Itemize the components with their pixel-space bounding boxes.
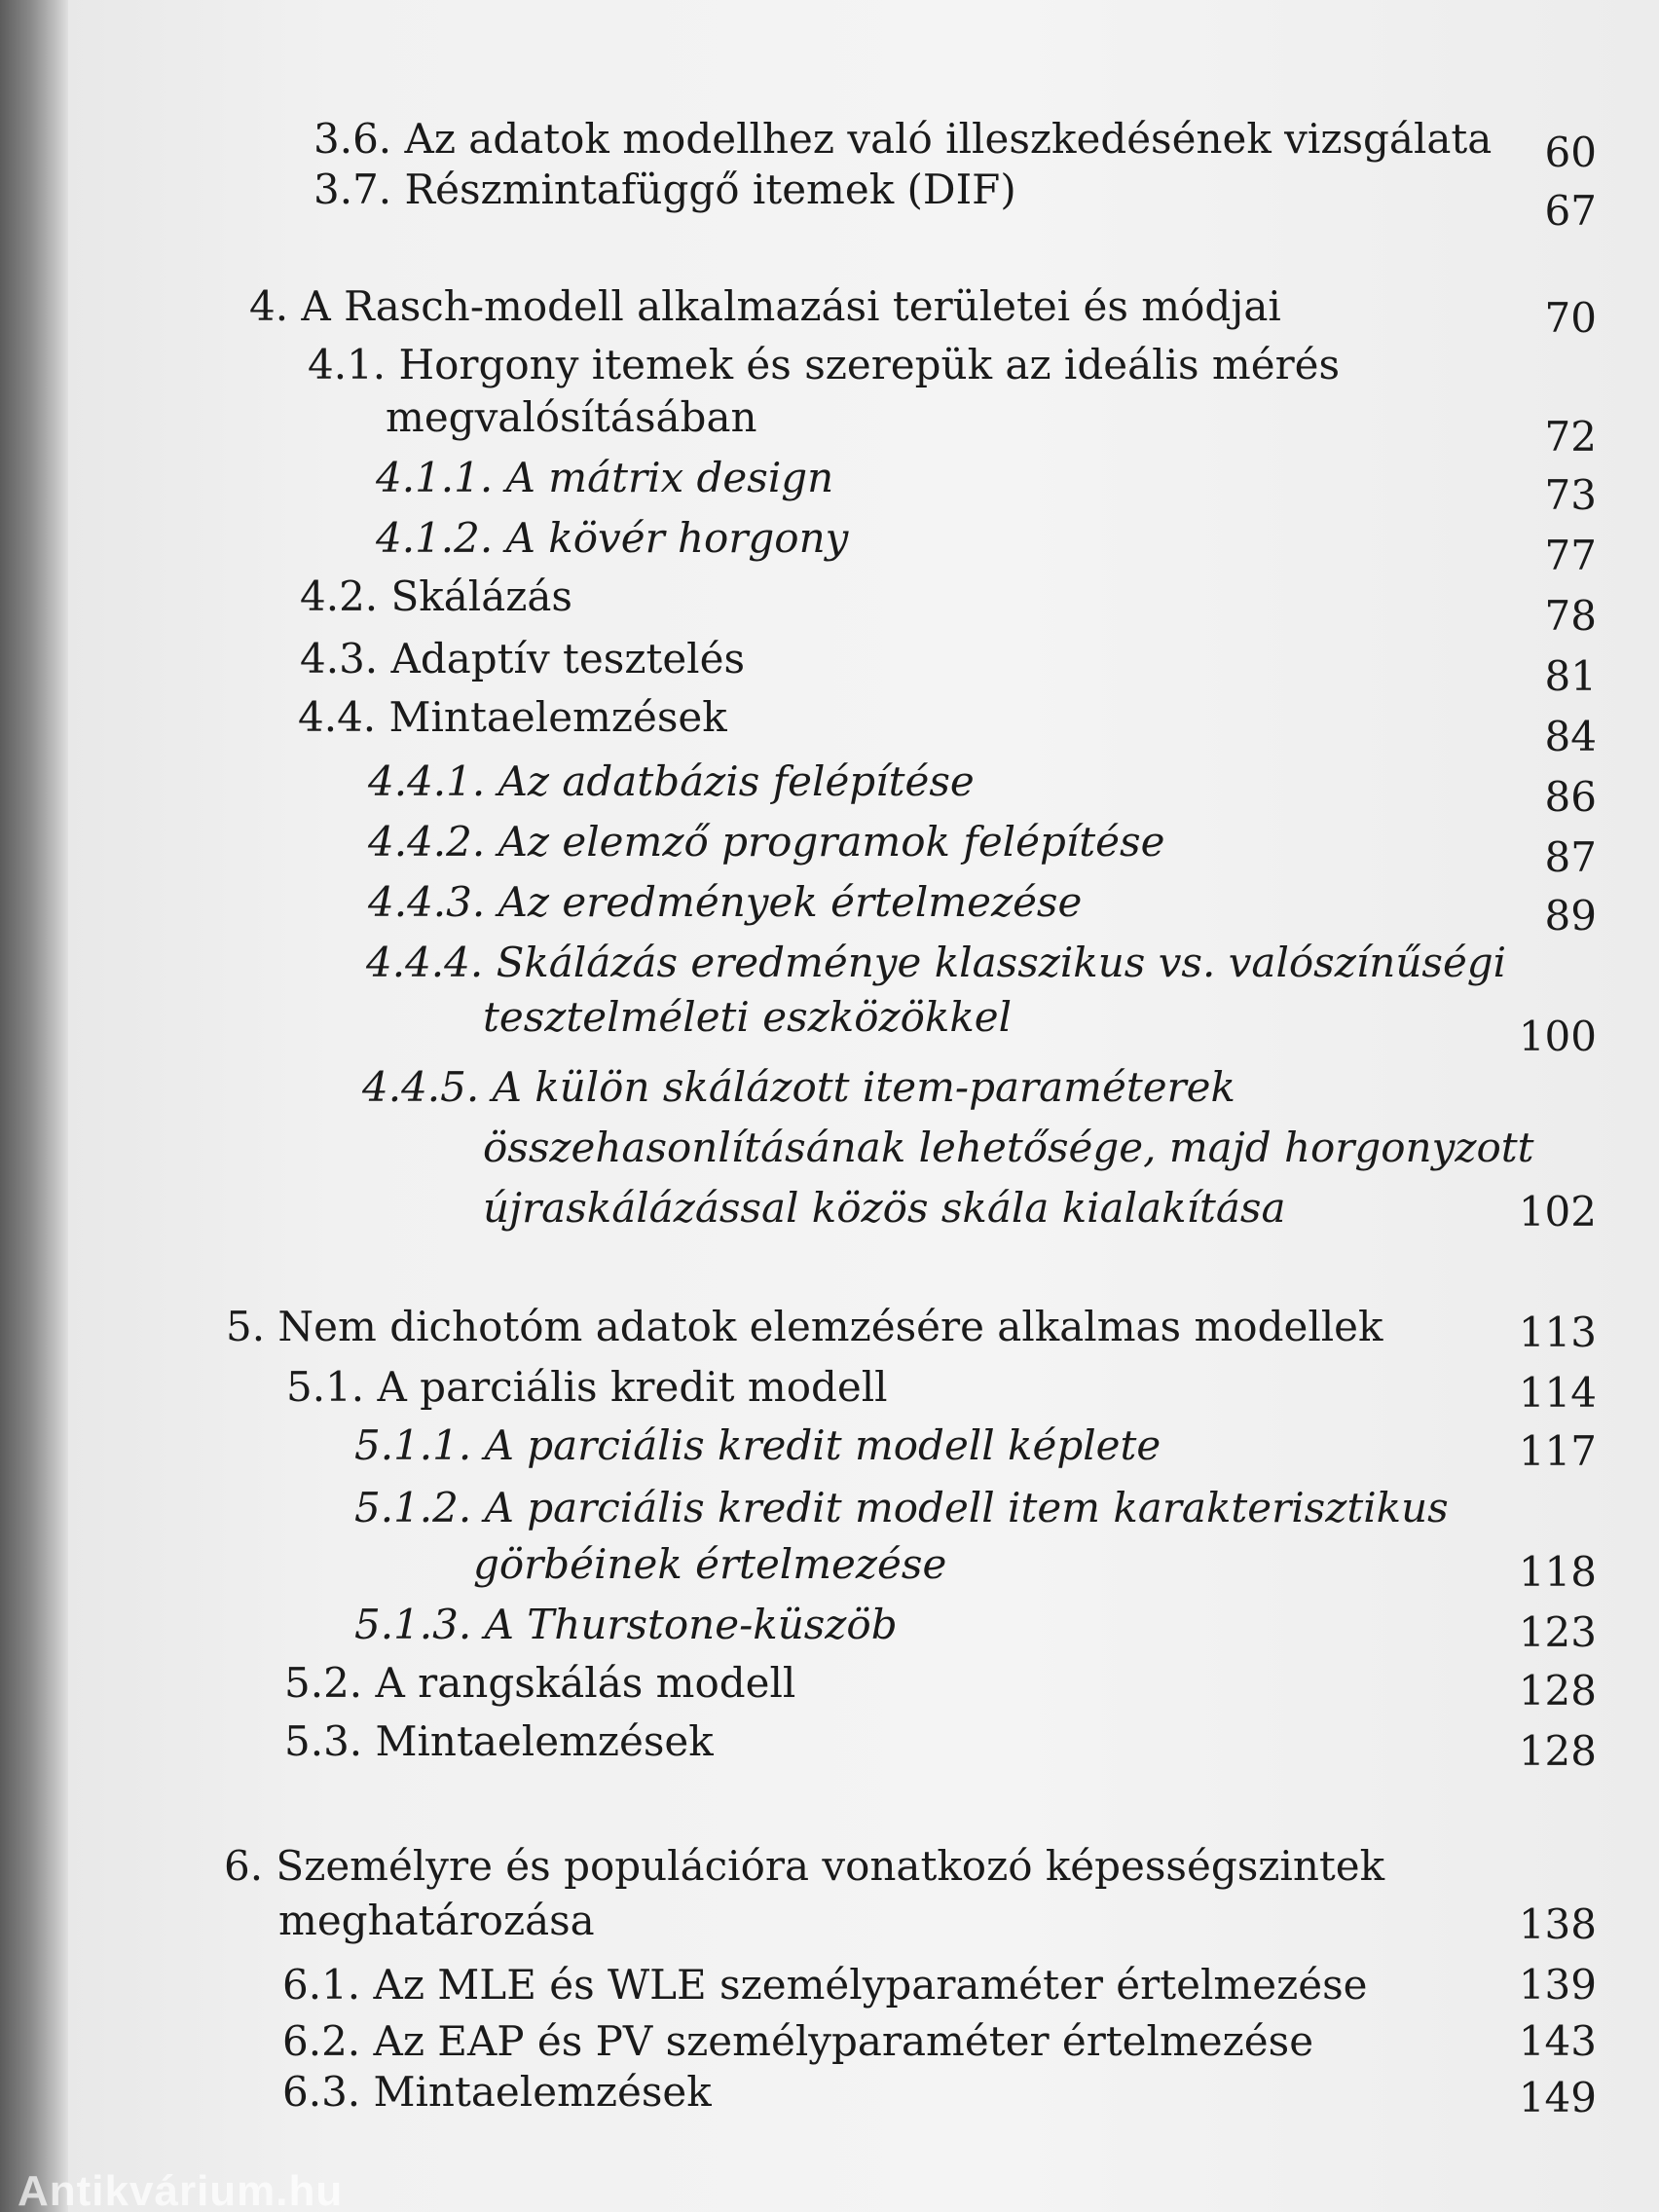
page-binding-edge — [0, 0, 68, 2212]
toc-entry-label: 4.4. Mintaelemzések — [298, 693, 727, 741]
toc-entry-page: 72 — [1544, 413, 1597, 461]
toc-entry-label: 6. Személyre és populációra vonatkozó képességszintek — [224, 1842, 1385, 1890]
toc-entry-page: 128 — [1518, 1727, 1597, 1775]
toc-entry-page: 73 — [1544, 471, 1597, 519]
toc-entry-page: 70 — [1544, 294, 1597, 342]
toc-entry-page: 67 — [1544, 187, 1597, 235]
toc-entry-label: 5.3. Mintaelemzések — [284, 1717, 714, 1765]
toc-entry-label: 5.2. A rangskálás modell — [284, 1659, 796, 1707]
toc-entry-label: 4.1.1. A mátrix design — [376, 454, 834, 501]
toc-entry-page: 138 — [1518, 1900, 1597, 1948]
toc-entry-page: 89 — [1544, 892, 1597, 940]
toc-entry-label-cont: újraskálázással közös skála kialakítása — [483, 1184, 1286, 1232]
toc-entry-page: 117 — [1518, 1427, 1597, 1475]
watermark: Antikvárium.hu — [18, 2167, 344, 2212]
toc-entry-label: 6.1. Az MLE és WLE személyparaméter értelmezése — [282, 1961, 1368, 2009]
toc-entry-label: 5.1.2. A parciális kredit modell item karakterisztikus — [354, 1484, 1449, 1531]
toc-entry-label: 4.4.2. Az elemző programok felépítése — [368, 818, 1165, 866]
toc-entry-label: 4.4.4. Skálázás eredménye klasszikus vs. valószínűségi — [366, 939, 1507, 986]
toc-entry-label: 3.7. Részmintafüggő itemek (DIF) — [313, 166, 1016, 213]
toc-entry-label: 4. A Rasch-modell alkalmazási területei és módjai — [249, 282, 1281, 330]
toc-entry-page: 123 — [1518, 1608, 1597, 1656]
toc-entry-label: 5.1. A parciális kredit modell — [286, 1363, 888, 1411]
toc-entry-page: 60 — [1544, 129, 1597, 176]
toc-entry-page: 139 — [1518, 1961, 1597, 2009]
toc-entry-label: 4.2. Skálázás — [300, 572, 572, 620]
toc-entry-label: 6.2. Az EAP és PV személyparaméter értelmezése — [282, 2017, 1314, 2065]
toc-entry-page: 77 — [1544, 532, 1597, 579]
toc-entry-page: 102 — [1518, 1188, 1597, 1235]
toc-entry-page: 78 — [1544, 592, 1597, 640]
toc-entry-page: 118 — [1518, 1548, 1597, 1596]
toc-entry-label: 4.1.2. A kövér horgony — [376, 514, 849, 562]
toc-entry-page: 114 — [1518, 1369, 1597, 1417]
toc-entry-page: 100 — [1518, 1013, 1597, 1060]
toc-entry-label: 4.4.5. A külön skálázott item-paraméterek — [362, 1063, 1235, 1111]
toc-entry-page: 87 — [1544, 833, 1597, 881]
toc-entry-label-cont: meghatározása — [278, 1897, 595, 1944]
toc-entry-page: 84 — [1544, 713, 1597, 760]
toc-entry-label: 6.3. Mintaelemzések — [282, 2068, 712, 2116]
toc-entry-page: 149 — [1518, 2074, 1597, 2121]
toc-entry-label: 3.6. Az adatok modellhez való illeszkedésének vizsgálata — [313, 115, 1493, 163]
toc-entry-label-cont: görbéinek értelmezése — [473, 1540, 947, 1588]
toc-entry-label: 4.4.1. Az adatbázis felépítése — [368, 757, 975, 805]
toc-entry-label-cont: tesztelméleti eszközökkel — [483, 993, 1013, 1041]
toc-entry-label: 4.3. Adaptív tesztelés — [300, 635, 746, 682]
toc-entry-label: 5. Nem dichotóm adatok elemzésére alkalmas modellek — [226, 1303, 1383, 1350]
toc-entry-label: 5.1.1. A parciális kredit modell képlete — [354, 1421, 1161, 1469]
toc-entry-label: 5.1.3. A Thurstone-küszöb — [354, 1601, 898, 1648]
toc-entry-page: 81 — [1544, 652, 1597, 700]
toc-entry-page: 128 — [1518, 1667, 1597, 1714]
toc-entry-label: 4.1. Horgony itemek és szerepük az ideális mérés — [308, 341, 1341, 388]
toc-entry-label-cont: megvalósításában — [386, 393, 757, 441]
toc-entry-label: 4.4.3. Az eredmények értelmezése — [368, 878, 1083, 926]
toc-entry-page: 86 — [1544, 773, 1597, 821]
toc-entry-page: 143 — [1518, 2017, 1597, 2065]
toc-entry-label-cont: összehasonlításának lehetősége, majd horgonyzott — [483, 1124, 1534, 1171]
toc-entry-page: 113 — [1518, 1309, 1597, 1356]
